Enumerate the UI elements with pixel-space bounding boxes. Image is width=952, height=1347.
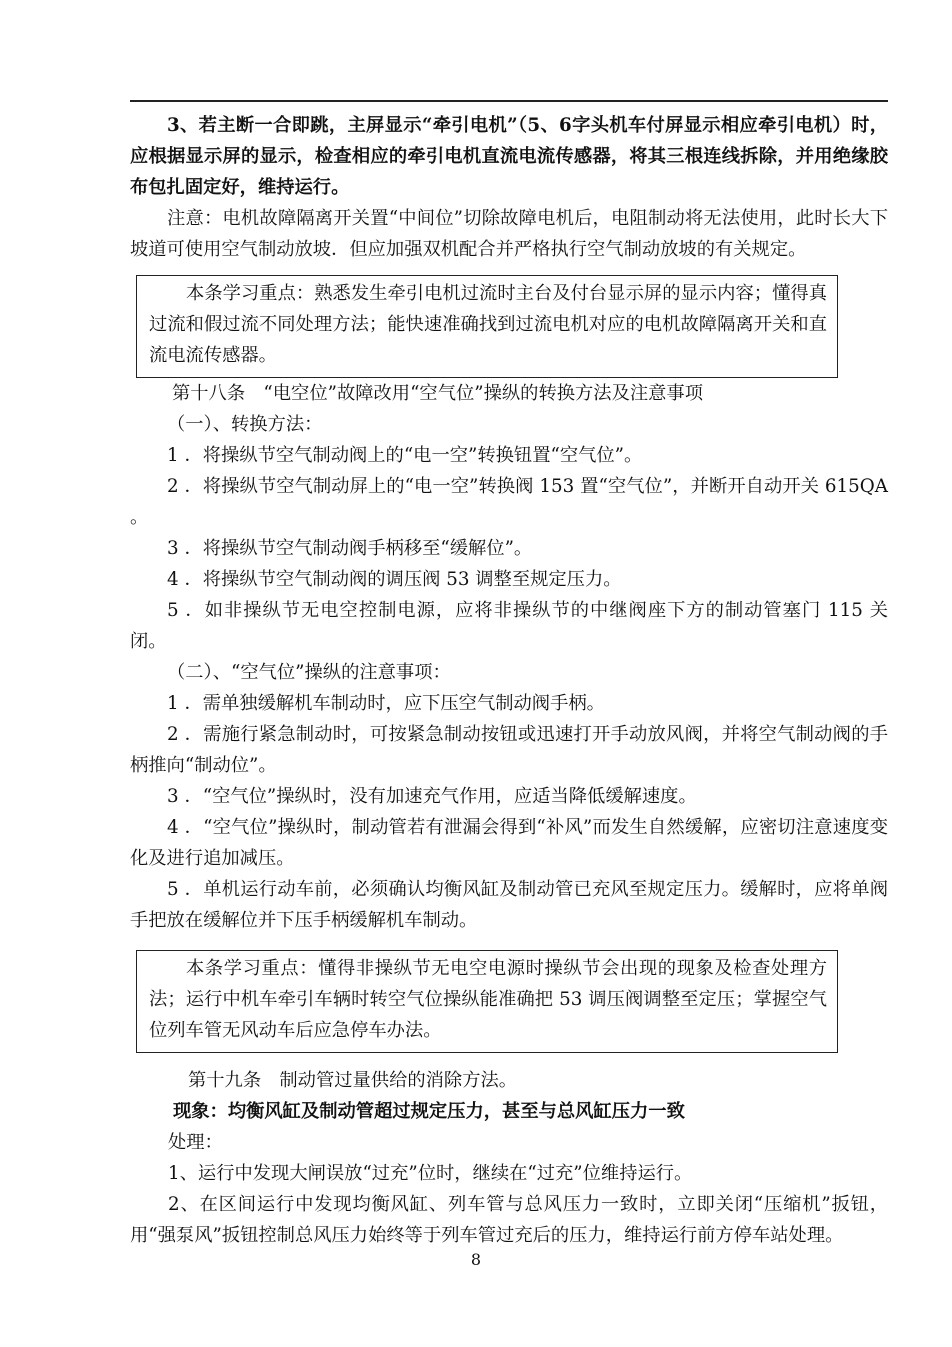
article-18-sub1: （一）、转换方法： [167, 414, 323, 435]
list-item: 2、在区间运行中发现均衡风缸、列车管与总风压力一致时，立即关闭“压缩机”扳钮，用“强泵风”扳钮控制总风压力始终等于列车管过充后的压力，维持运行前方停车站处理。 [130, 1194, 888, 1246]
handling-label: 处理： [168, 1132, 223, 1153]
list-item: 4 ．“空气位”操纵时，制动管若有泄漏会得到“补风”而发生自然缓解，应密切注意速度变化及进行追加减压。 [130, 817, 888, 869]
study-focus-text-2: 本条学习重点：懂得非操纵节无电空电源时操纵节会出现的现象及检查处理方法；运行中机车牵引车辆时转空气位操纵能准确把 53 调压阀调整至定压；掌握空气位列车管无风动车后应急停车办法。 [149, 958, 827, 1041]
list-item: 4 ．将操纵节空气制动阀的调压阀 53 调整至规定压力。 [167, 569, 622, 590]
list-item: 2 ．需施行紧急制动时，可按紧急制动按钮或迅速打开手动放风阀，并将空气制动阀的手柄推向“制动位”。 [130, 724, 888, 776]
list-item: 5 ．如非操纵节无电空控制电源，应将非操纵节的中继阀座下方的制动管塞门 115 关闭。 [130, 600, 888, 652]
list-item: 2 ．将操纵节空气制动屏上的“电一空”转换阀 153 置“空气位”，并断开自动开关 615QA 。 [130, 476, 888, 528]
note-paragraph: 注意：电机故障隔离开关置“中间位”切除故障电机后，电阻制动将无法使用，此时长大下坡道可使用空气制动放坡．但应加强双机配合并严格执行空气制动放坡的有关规定。 [130, 208, 888, 260]
article-18-sub2: （二）、“空气位”操纵的注意事项： [167, 662, 451, 683]
list-item: 5 ．单机运行动车前，必须确认均衡风缸及制动管已充风至规定压力。缓解时，应将单阀手把放在缓解位并下压手柄缓解机车制动。 [130, 879, 888, 931]
list-item: 1 ．需单独缓解机车制动时，应下压空气制动阀手柄。 [167, 693, 605, 714]
study-focus-box-1 [136, 275, 838, 378]
list-item: 3 ．“空气位”操纵时，没有加速充气作用，应适当降低缓解速度。 [167, 786, 697, 807]
article-18-title: 第十八条 “电空位”故障改用“空气位”操纵的转换方法及注意事项 [172, 383, 703, 404]
article-19-title: 第十九条 制动管过量供给的消除方法。 [188, 1070, 518, 1091]
page-number: 8 [470, 1250, 482, 1269]
list-item: 3 ．将操纵节空气制动阀手柄移至“缓解位”。 [167, 538, 533, 559]
study-focus-text-1: 本条学习重点：熟悉发生牵引电机过流时主台及付台显示屏的显示内容；懂得真过流和假过流不同处理方法；能快速准确找到过流电机对应的电机故障隔离开关和直流电流传感器。 [149, 283, 827, 366]
header-rule [130, 100, 888, 102]
paragraph-3: 3、若主断一合即跳，主屏显示“牵引电机”（5、6字头机车付屏显示相应牵引电机）时，应根据显示屏的显示，检查相应的牵引电机直流电流传感器，将其三根连线拆除，并用绝缘胶布包扎固定好，维持运行。 [130, 115, 888, 198]
study-focus-box-2 [136, 950, 838, 1053]
document-body [130, 110, 888, 1251]
list-item: 1 ．将操纵节空气制动阀上的“电一空”转换钮置“空气位”。 [167, 445, 643, 466]
list-item: 1、运行中发现大闸误放“过充”位时，继续在“过充”位维持运行。 [168, 1163, 693, 1184]
phenomenon-line: 现象：均衡风缸及制动管超过规定压力，甚至与总风缸压力一致 [173, 1101, 685, 1122]
